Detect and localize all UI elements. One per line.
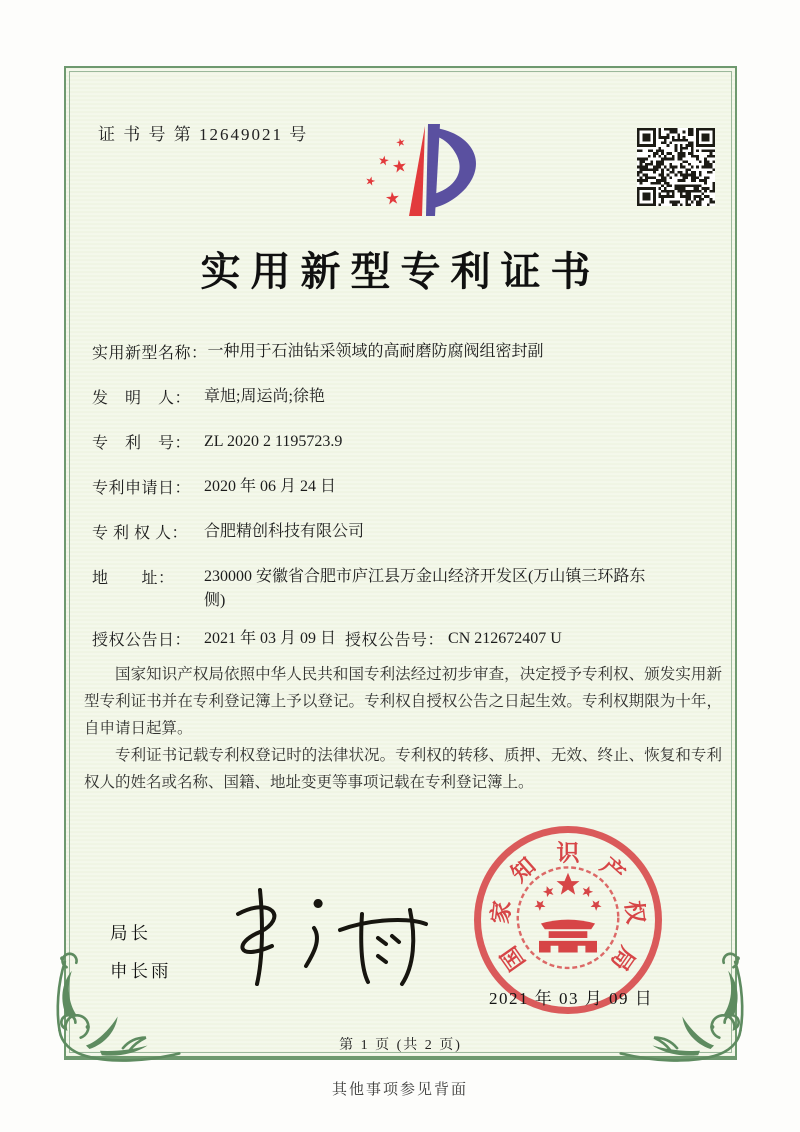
field-row xyxy=(92,475,712,499)
logo-star-icon: ★ xyxy=(363,172,378,190)
legal-paragraph: 国家知识产权局依照中华人民共和国专利法经过初步审查，决定授予专利权、颁发实用新型专利证书并在专利登记簿上予以登记。专利权自授权公告之日起生效。专利权期限为十年，自申请日起算。 xyxy=(84,666,722,737)
field-value: ZL 2020 2 1195723.9 xyxy=(204,433,343,450)
field-value: CN 212672407 U xyxy=(448,630,562,647)
back-note: 其他事项参见背面 xyxy=(331,1082,468,1098)
page-number: 第 1 页 (共 2 页) xyxy=(339,1038,462,1053)
logo-star-icon: ★ xyxy=(376,152,391,169)
field-value: 2021 年 03 月 09 日 xyxy=(204,630,337,647)
seal-ring-text: 国 家 知 识 产 权 局 xyxy=(486,839,650,976)
logo-star-icon: ★ xyxy=(394,135,408,151)
field-label: 授权公告号： xyxy=(345,632,445,649)
field-row-address xyxy=(92,565,712,613)
field-label: 实用新型名称： xyxy=(92,345,208,362)
national-emblem-icon xyxy=(510,860,626,976)
field-label: 发 明 人： xyxy=(92,390,192,407)
field-row xyxy=(92,430,712,454)
signer-title: 局长 xyxy=(110,923,151,943)
logo-star-icon: ★ xyxy=(390,156,409,177)
field-label: 专 利 权 人： xyxy=(92,525,189,542)
field-value: 一种用于石油钻采领域的高耐磨防腐阀组密封副 xyxy=(207,343,544,360)
qr-code xyxy=(637,128,715,206)
field-label: 专利申请日： xyxy=(92,480,192,497)
field-label: 专 利 号： xyxy=(92,435,192,452)
field-row xyxy=(92,520,712,544)
field-row xyxy=(92,385,712,409)
logo-star-icon: ★ xyxy=(384,188,402,209)
signature-handwriting-icon xyxy=(214,880,432,992)
certificate-title: 实用新型专利证书 xyxy=(200,249,601,294)
certificate-number: 证 书 号 第 12649021 号 xyxy=(98,125,309,144)
field-label: 授权公告日： xyxy=(92,632,192,649)
certificate-frame xyxy=(64,66,737,1060)
field-row xyxy=(92,340,712,364)
field-value: 2020 年 06 月 24 日 xyxy=(204,478,337,495)
corner-flourish-icon xyxy=(44,932,186,1064)
signer-name: 申长雨 xyxy=(110,961,172,981)
cnipa-logo-icon xyxy=(348,112,498,242)
seal-date: 2021 年 03 月 09 日 xyxy=(489,989,654,1008)
field-list xyxy=(92,340,712,672)
legal-paragraphs xyxy=(84,662,722,797)
field-value: 230000 安徽省合肥市庐江县万金山经济开发区(万山镇三环路东侧) xyxy=(204,568,646,609)
field-value: 合肥精创科技有限公司 xyxy=(204,523,365,540)
field-label: 地 址： xyxy=(92,570,175,587)
field-value: 章旭;周运尚;徐艳 xyxy=(204,388,325,405)
legal-paragraph: 专利证书记载专利权登记时的法律状况。专利权的转移、质押、无效、终止、恢复和专利权人的姓名或名称、国籍、地址变更等事项记载在专利登记簿上。 xyxy=(84,746,722,791)
field-row-dual xyxy=(92,627,712,651)
